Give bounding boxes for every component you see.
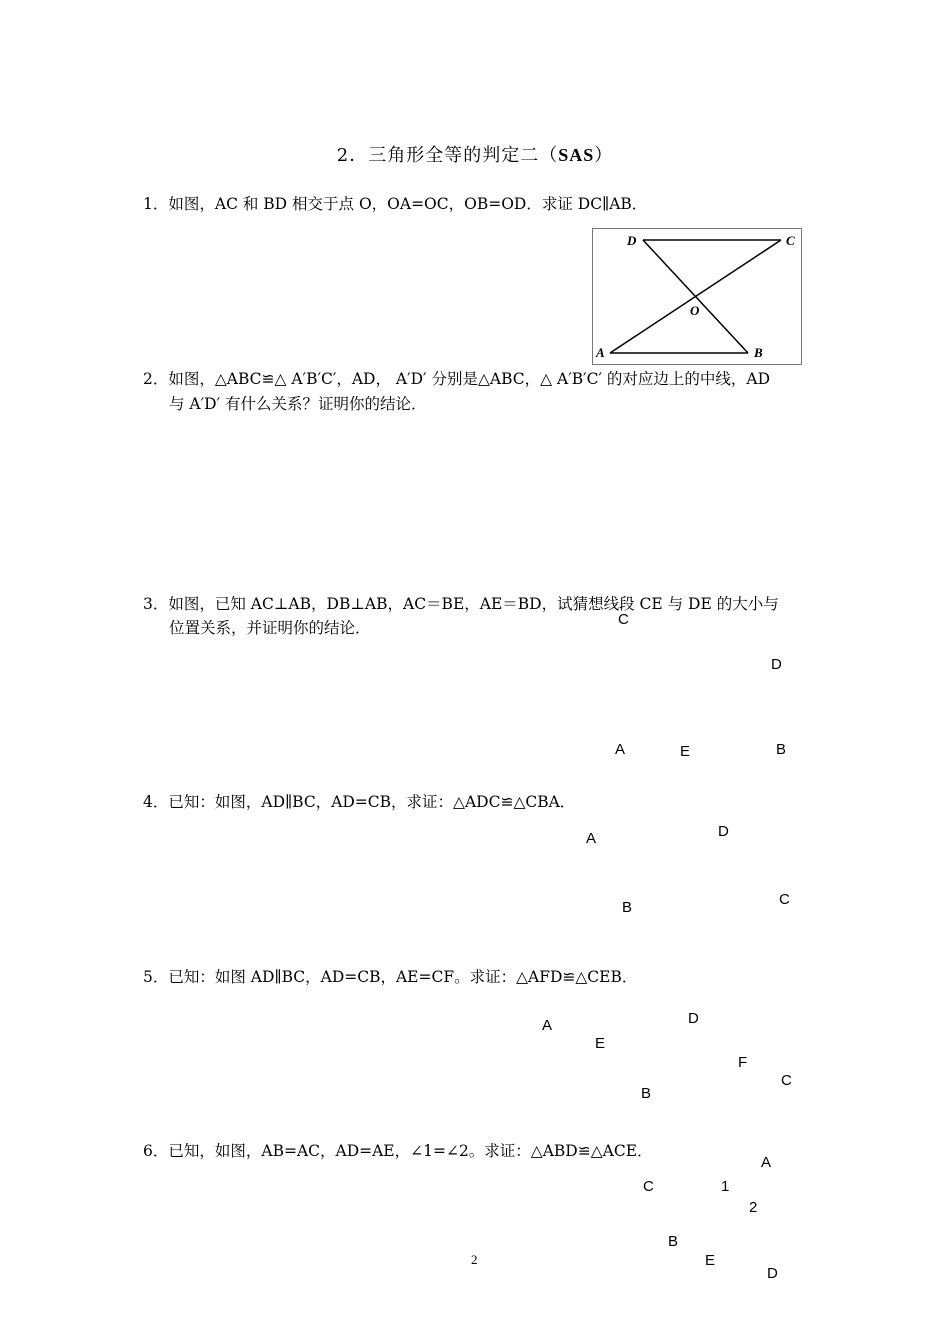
- question-6-number: 6．: [143, 1142, 169, 1160]
- q6-label-e: E: [705, 1252, 716, 1269]
- question-2-line2: 与 A′D′ 有什么关系？证明你的结论．: [169, 395, 427, 413]
- q5-label-b: B: [641, 1085, 652, 1102]
- question-1-figure: [592, 228, 802, 365]
- q4-label-d: D: [718, 823, 729, 840]
- question-3-number: 3．: [143, 595, 169, 613]
- page-title: [0, 141, 950, 167]
- question-2-number: 2．: [143, 370, 169, 388]
- figure-label-c: C: [786, 233, 795, 248]
- question-2-line1: 如图，△ABC≌△ A′B′C′，AD， A′D′ 分别是△ABC，△ A′B′C′ 的对应边上的中线，AD: [168, 370, 771, 388]
- question-3-line2: 位置关系，并证明你的结论．: [169, 619, 371, 637]
- question-4-number: 4．: [143, 793, 169, 811]
- title-close: ）: [594, 145, 614, 166]
- question-1-text: 如图，AC 和 BD 相交于点 O，OA=OC，OB=OD．求证 DC∥AB．: [168, 195, 648, 213]
- q6-label-c: C: [643, 1178, 654, 1195]
- question-4-text: 已知：如图，AD∥BC，AD=CB，求证：△ADC≌△CBA．: [168, 793, 576, 811]
- q6-label-d: D: [767, 1265, 778, 1282]
- question-1-diagram: [593, 229, 801, 364]
- q3-label-b: B: [776, 741, 787, 758]
- q5-label-e: E: [595, 1035, 606, 1052]
- q5-label-d: D: [688, 1010, 699, 1027]
- line-ca: [610, 240, 781, 353]
- question-2: [143, 368, 770, 390]
- question-1-number: 1．: [143, 195, 169, 213]
- question-1: [143, 193, 647, 215]
- figure-label-b: B: [754, 345, 763, 360]
- title-number: 2．: [336, 145, 369, 166]
- q4-label-b: B: [622, 899, 633, 916]
- q4-label-c: C: [779, 891, 790, 908]
- q5-label-c: C: [781, 1072, 792, 1089]
- q3-label-d: D: [771, 656, 782, 673]
- title-text: 三角形全等的判定二（: [368, 145, 559, 166]
- page-number: 2: [471, 1252, 478, 1267]
- figure-label-d: D: [627, 233, 637, 248]
- question-5-number: 5．: [143, 968, 169, 986]
- question-4: [143, 791, 575, 813]
- question-3: [143, 593, 779, 615]
- q3-label-a: A: [615, 741, 626, 758]
- q3-label-e: E: [680, 743, 691, 760]
- figure-lines: [610, 240, 781, 353]
- question-6: [143, 1140, 653, 1162]
- figure-label-o: O: [690, 303, 700, 318]
- q6-label-2: 2: [749, 1199, 758, 1216]
- q5-label-a: A: [542, 1017, 553, 1034]
- q6-label-1: 1: [721, 1178, 730, 1195]
- figure-label-a: A: [596, 345, 605, 360]
- q4-label-a: A: [586, 830, 597, 847]
- q6-label-b: B: [668, 1233, 679, 1250]
- title-abbr: SAS: [558, 145, 595, 165]
- question-5-text: 已知：如图 AD∥BC，AD=CB，AE=CF。求证：△AFD≌△CEB．: [168, 968, 638, 986]
- question-3-line1: 如图，已知 AC⊥AB，DB⊥AB，AC＝BE，AE＝BD，试猜想线段 CE 与 DE 的大小与: [168, 595, 779, 613]
- q3-label-c: C: [618, 611, 629, 628]
- q5-label-f: F: [738, 1054, 748, 1071]
- question-5: [143, 966, 637, 988]
- q6-label-a: A: [761, 1154, 772, 1171]
- question-6-text: 已知，如图，AB=AC，AD=AE，∠1=∠2。求证：△ABD≌△ACE．: [168, 1142, 653, 1160]
